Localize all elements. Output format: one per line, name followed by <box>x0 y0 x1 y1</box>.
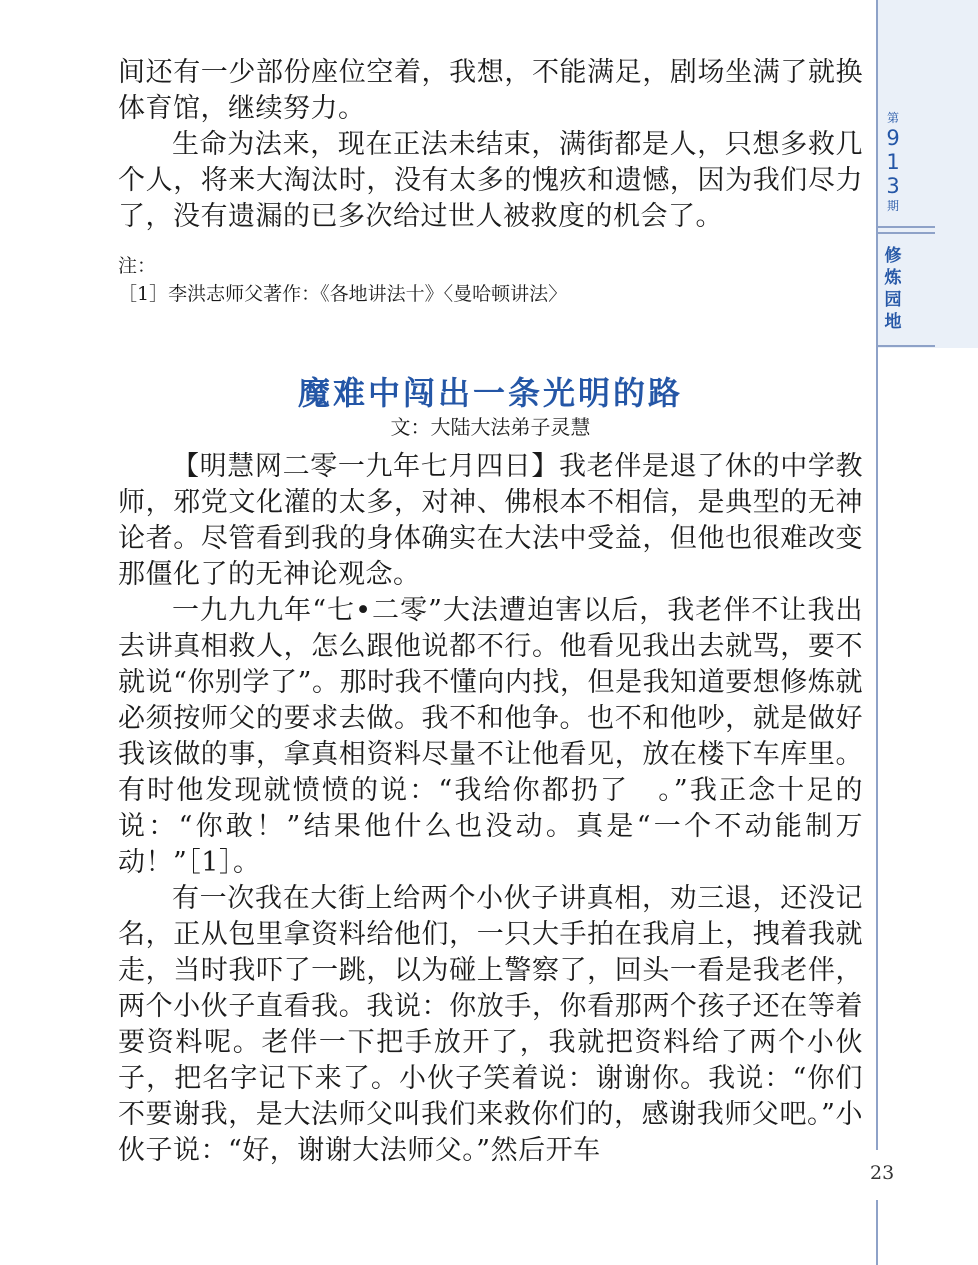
section-char: 修 <box>884 246 902 266</box>
sidebar-divider <box>876 0 878 1265</box>
issue-digit: 3 <box>886 174 900 198</box>
note-label: 注： <box>118 255 157 277</box>
section-char: 地 <box>884 312 902 332</box>
body-paragraph: 【明慧网二零一九年七月四日】我老伴是退了休的中学教师，邪党文化灌的太多，对神、佛根本不相信，是典型的无神论者。尽管看到我的身体确实在大法中受益，但他也很难改变那僵化了的无神论观念。 <box>118 451 863 590</box>
section-char: 园 <box>884 290 902 310</box>
body-paragraph: 有一次我在大街上给两个小伙子讲真相，劝三退，还没记名，正从包里拿资料给他们，一只大手拍在我肩上，拽着我就走，当时我吓了一跳，以为碰上警察了，回头一看是我老伴，两个小伙子直看我。我说：你放手，你看那两个孩子还在等着要资料呢。老伴一下把手放开了，我就把资料给了两个小伙子，把名字记下来了。小伙子笑着说：谢谢你。我说：“你们不要谢我，是大法师父叫我们来救你们的，感谢我师父吧。”小伙子说：“好，谢谢大法师父。”然后开车 <box>118 883 863 1166</box>
continued-paragraph: 间还有一少部份座位空着，我想，不能满足，剧场坐满了就换体育馆，继续努力。 <box>118 57 863 124</box>
sidebar-rule <box>876 226 935 228</box>
article-byline: 文：大陆大法弟子灵慧 <box>390 415 591 439</box>
issue-suffix: 期 <box>886 199 899 213</box>
body-paragraph: 一九九九年“七•二零”大法遭迫害以后，我老伴不让我出去讲真相救人，怎么跟他说都不行。他看见我出去就骂，要不就说“你别学了”。那时我不懂向内找，但是我知道要想修炼就必须按师父的要求去做。我不和他争。也不和他吵，就是做好我该做的事，拿真相资料尽量不让他看见，放在楼下车库里。有时他发现就愤愤的说：“我给你都扔了 。”我正念十足的说：“你敢！”结果他什么也没动。真是“一个不动能制万动！”［1］。 <box>118 595 863 878</box>
issue-digit: 1 <box>886 150 900 174</box>
section-label <box>879 245 907 333</box>
footnote: ［1］李洪志师父著作：《各地讲法十》〈曼哈顿讲法〉 <box>118 283 568 305</box>
issue-prefix: 第 <box>886 111 899 125</box>
page-number: 23 <box>870 1162 895 1184</box>
sidebar-rule <box>876 232 935 234</box>
issue-digit: 9 <box>886 126 900 150</box>
article-title: 魔难中闯出一条光明的路 <box>297 374 683 412</box>
sidebar-rule <box>876 345 935 347</box>
section-char: 炼 <box>884 268 902 288</box>
body-paragraph: 生命为法来，现在正法未结束，满街都是人，只想多救几个人，将来大淘汰时，没有太多的愧疚和遗憾，因为我们尽力了，没有遗漏的已多次给过世人被救度的机会了。 <box>118 129 863 232</box>
page-content <box>118 55 863 1169</box>
issue-number <box>883 110 903 214</box>
